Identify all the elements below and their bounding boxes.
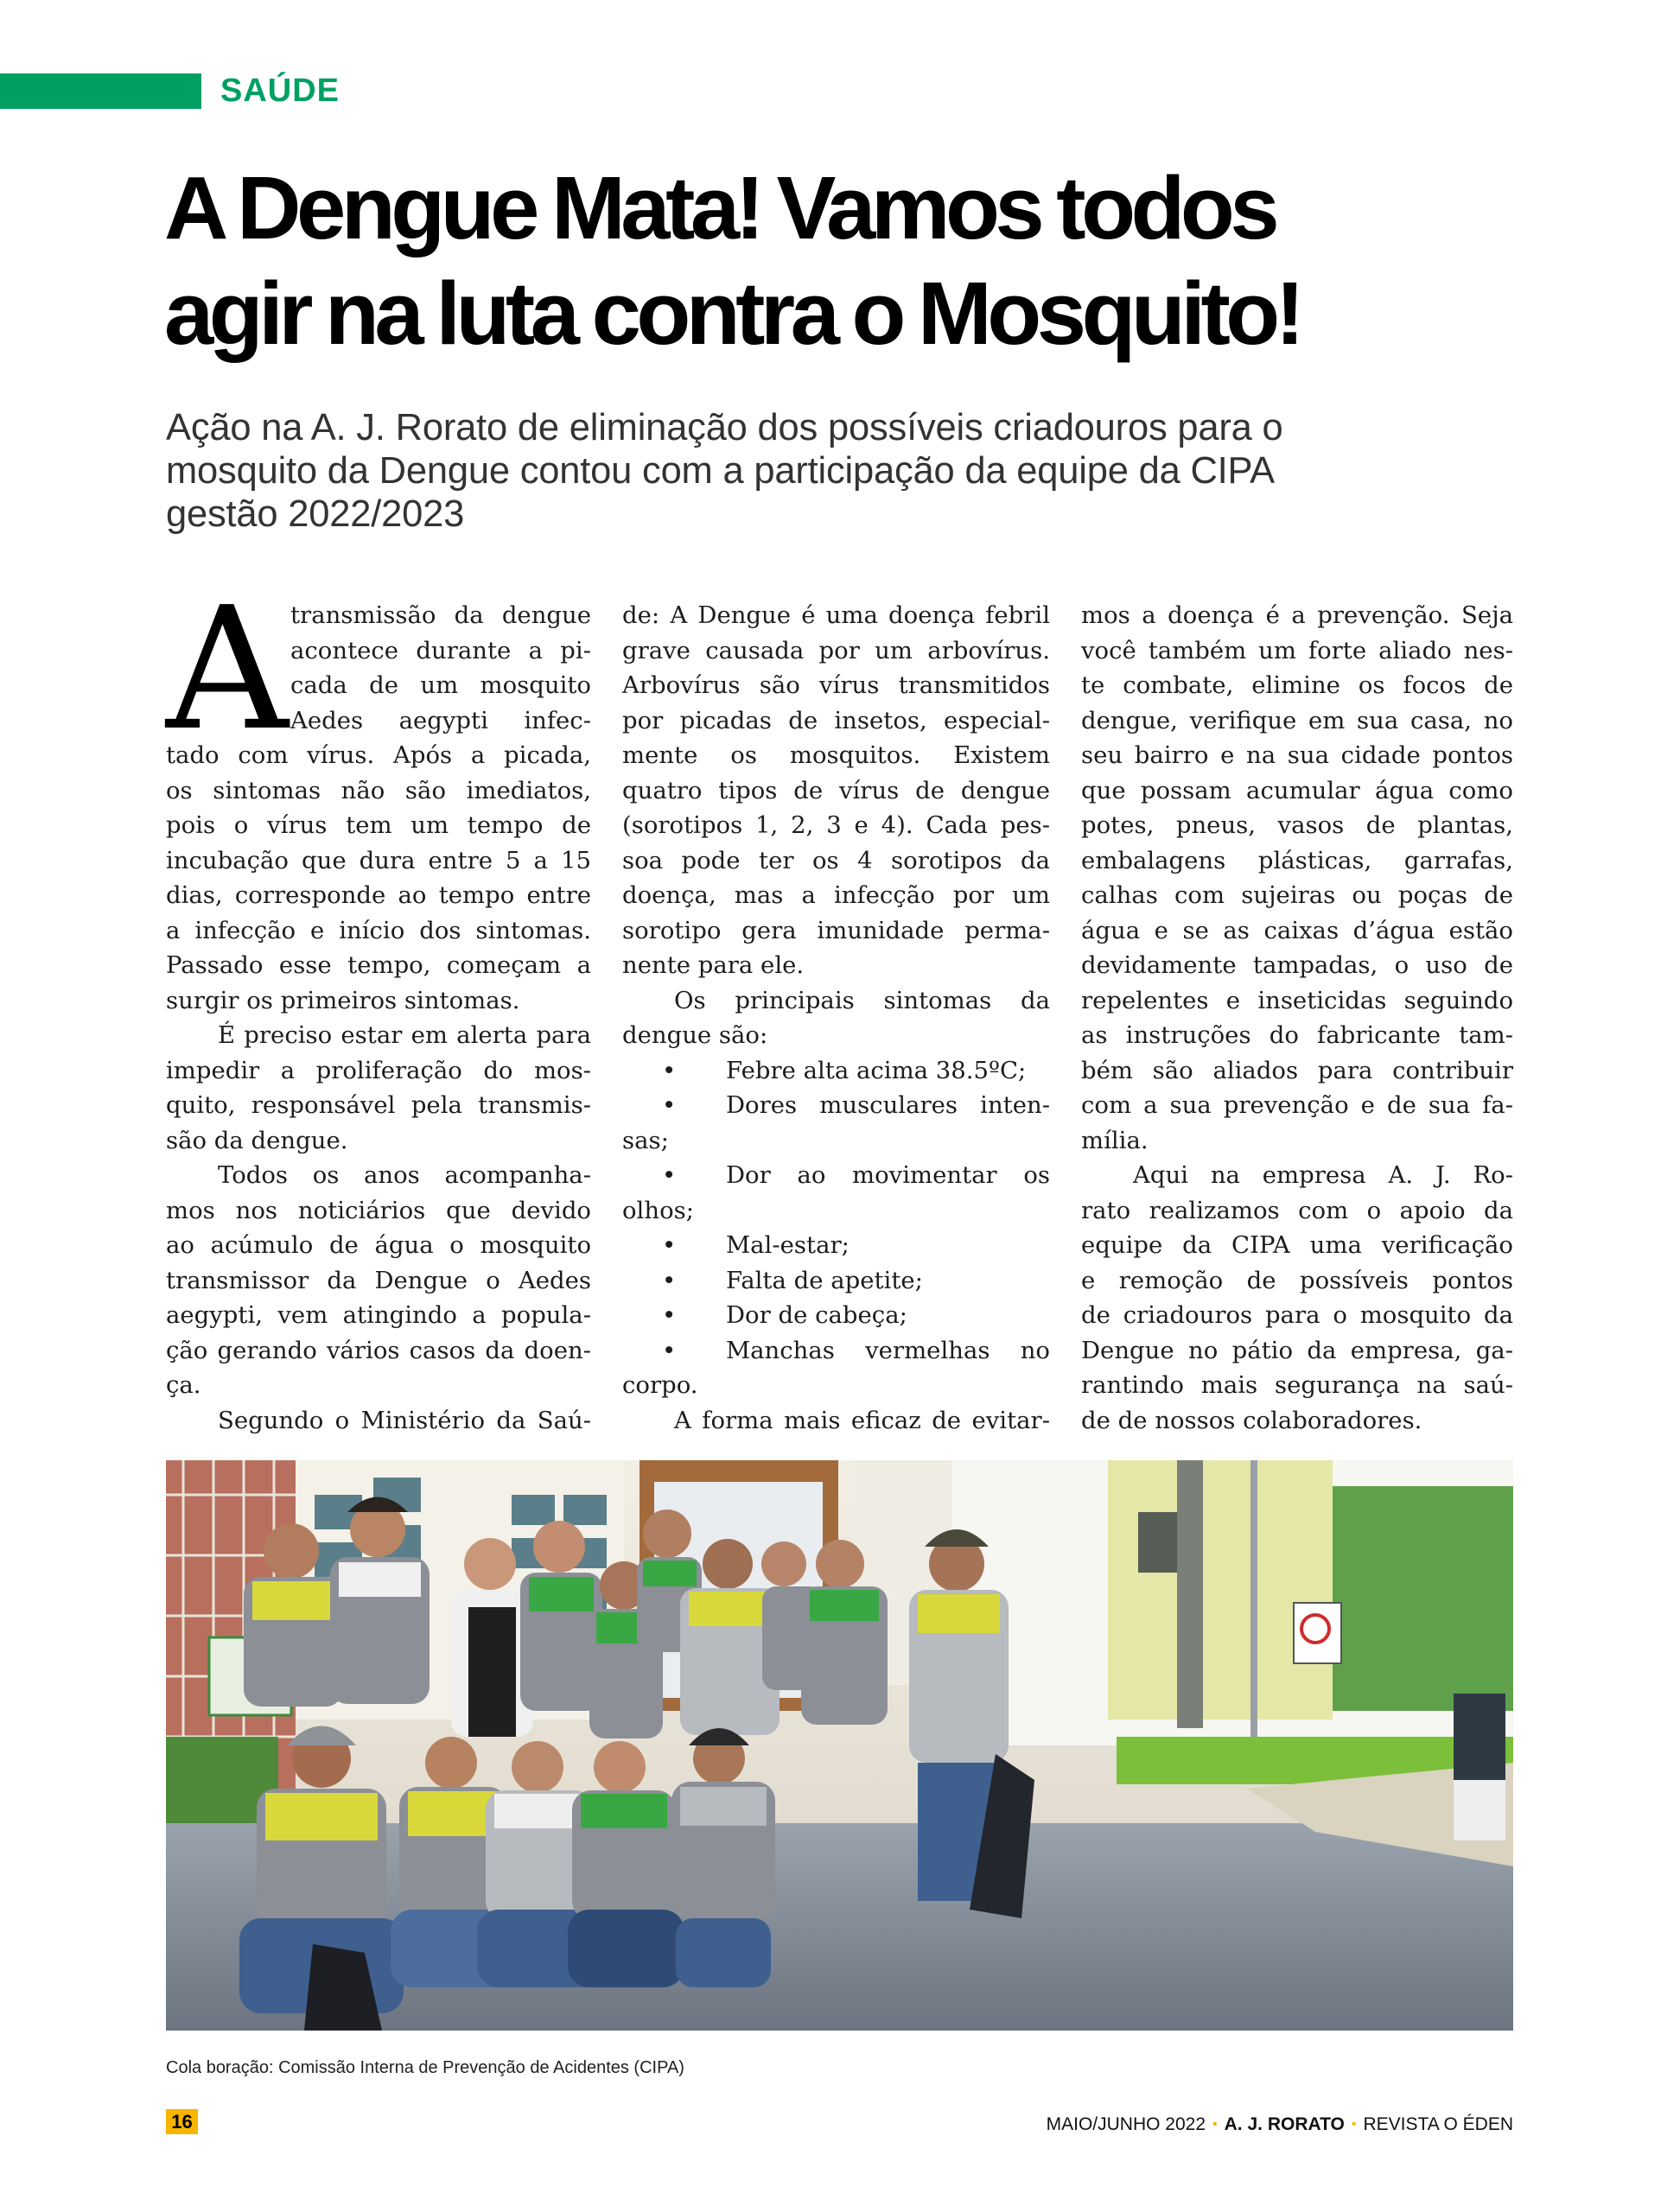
- text-line: corpo.: [622, 1371, 698, 1399]
- section-label: SAÚDE: [220, 73, 340, 109]
- text-line: transmissão da dengue: [290, 601, 591, 629]
- text-line: incubação que dura entre 5 a 15: [166, 846, 591, 874]
- symptom-list-item: [622, 1088, 1050, 1123]
- symptom-text: Dor de cabeça;: [726, 1301, 907, 1329]
- text-line: equipe da CIPA uma verificação: [1081, 1231, 1513, 1259]
- text-line: Os principais sintomas da: [674, 986, 1050, 1014]
- photo-caption: Cola boração: Comissão Interna de Prevenção de Acidentes (CIPA): [166, 2058, 684, 2077]
- text-line: Passado esse tempo, começam a: [166, 951, 591, 979]
- subtitle-line: Ação na A. J. Rorato de eliminação dos possíveis criadouros para o: [166, 407, 1283, 448]
- symptom-text: Manchas vermelhas no: [726, 1336, 1050, 1364]
- bullet-icon: •: [662, 1056, 677, 1084]
- symptom-text: Falta de apetite;: [726, 1266, 923, 1294]
- text-line: as instruções do fabricante tam-: [1081, 1021, 1513, 1049]
- text-line: Todos os anos acompanha-: [218, 1161, 591, 1189]
- text-line: doença, mas a infecção por um: [622, 881, 1050, 909]
- separator-dot: •: [1212, 2117, 1218, 2132]
- issue-date: MAIO/JUNHO 2022: [1046, 2114, 1206, 2134]
- text-line: sorotipo gera imunidade perma-: [622, 916, 1050, 944]
- bullet-icon: •: [662, 1231, 677, 1259]
- text-line: dias, corresponde ao tempo entre: [166, 881, 591, 909]
- team-photo-illustration: [166, 1460, 1513, 2031]
- text-line: surgir os primeiros sintomas.: [166, 986, 520, 1014]
- subtitle-line: mosquito da Dengue contou com a participação da equipe da CIPA: [166, 450, 1275, 492]
- text-line: olhos;: [622, 1196, 694, 1224]
- subtitle-line: gestão 2022/2023: [166, 493, 465, 535]
- text-line: e remoção de possíveis pontos: [1081, 1266, 1513, 1294]
- text-line: são da dengue.: [166, 1126, 348, 1154]
- symptom-list-item: [622, 1333, 1050, 1369]
- text-line: quatro tipos de vírus de dengue: [622, 776, 1050, 804]
- text-line: pois o vírus tem um tempo de: [166, 811, 591, 839]
- text-line: seu bairro e na sua cidade pontos: [1081, 741, 1513, 769]
- symptom-text: Dor ao movimentar os: [726, 1161, 1050, 1189]
- symptom-list-item: [622, 1263, 1050, 1299]
- text-line: água e se as caixas d’água estão: [1081, 916, 1513, 944]
- text-line: nente para ele.: [622, 951, 805, 979]
- team-photo: [166, 1460, 1513, 2031]
- magazine-name: REVISTA O ÉDEN: [1363, 2114, 1513, 2134]
- section-color-bar: [0, 73, 201, 109]
- text-line: rantindo mais segurança na saú-: [1081, 1371, 1513, 1399]
- text-line: calhas com sujeiras ou poças de: [1081, 881, 1513, 909]
- text-line: mos a doença é a prevenção. Seja: [1081, 601, 1513, 629]
- bullet-icon: •: [662, 1336, 677, 1364]
- symptom-list-item: [622, 1228, 1050, 1263]
- text-line: repelentes e inseticidas seguindo: [1081, 986, 1513, 1014]
- bullet-icon: •: [662, 1301, 677, 1329]
- text-line: É preciso estar em alerta para: [218, 1021, 591, 1049]
- article-headline: [164, 156, 1547, 366]
- drop-cap: A: [166, 571, 289, 768]
- text-line: te combate, elimine os focos de: [1081, 671, 1513, 699]
- text-line: você também um forte aliado nes-: [1081, 636, 1513, 664]
- text-line: tado com vírus. Após a picada,: [166, 741, 591, 769]
- text-line: Segundo o Ministério da Saú-: [218, 1406, 591, 1434]
- text-line: sas;: [622, 1126, 669, 1154]
- text-line: ao acúmulo de água o mosquito: [166, 1231, 591, 1259]
- text-line: mos nos noticiários que devido: [166, 1196, 591, 1224]
- text-line: a infecção e início dos sintomas.: [166, 916, 591, 944]
- symptom-text: Mal-estar;: [726, 1231, 850, 1259]
- text-line: Dengue no pátio da empresa, ga-: [1081, 1336, 1513, 1364]
- symptom-list-item: [622, 1053, 1050, 1089]
- text-line: transmissor da Dengue o Aedes: [166, 1266, 591, 1294]
- text-line: de de nossos colaboradores.: [1081, 1406, 1422, 1434]
- text-line: A forma mais eficaz de evitar-: [674, 1406, 1050, 1434]
- headline-line: agir na luta contra o Mosquito!: [164, 264, 1301, 363]
- symptom-text: Febre alta acima 38.5ºC;: [726, 1056, 1027, 1084]
- text-line: mília.: [1081, 1126, 1149, 1154]
- text-line: rato realizamos com o apoio da: [1081, 1196, 1513, 1224]
- article-column-2: [622, 598, 1050, 1438]
- text-line: (sorotipos 1, 2, 3 e 4). Cada pes-: [622, 811, 1050, 839]
- bullet-icon: •: [662, 1161, 677, 1189]
- text-line: mente os mosquitos. Existem: [622, 741, 1050, 769]
- article-column-3: [1081, 598, 1513, 1438]
- text-line: por picadas de insetos, especial-: [622, 706, 1050, 734]
- company-name: A. J. RORATO: [1224, 2114, 1345, 2134]
- text-line: acontece durante a pi-: [290, 636, 591, 664]
- symptom-list-item: [622, 1158, 1050, 1193]
- symptom-text: Dores musculares inten-: [726, 1091, 1050, 1119]
- article-column-1: [166, 571, 591, 1438]
- text-line: Aedes aegypti infec-: [290, 706, 591, 734]
- text-line: bém são aliados para contribuir: [1081, 1056, 1513, 1084]
- text-line: com a sua prevenção e de sua fa-: [1081, 1091, 1513, 1119]
- text-line: aegypti, vem atingindo a popula-: [166, 1301, 591, 1329]
- text-line: impedir a proliferação do mos-: [166, 1056, 591, 1084]
- symptom-list-item: [622, 1298, 1050, 1333]
- page-footer: [1047, 2114, 1513, 2137]
- text-line: dengue, verifique em sua casa, no: [1081, 706, 1513, 734]
- text-line: devidamente tampadas, o uso de: [1081, 951, 1513, 979]
- text-line: cada de um mosquito: [290, 671, 591, 699]
- headline-line: A Dengue Mata! Vamos todos: [164, 158, 1276, 257]
- text-line: Aqui na empresa A. J. Ro-: [1133, 1161, 1513, 1189]
- text-line: os sintomas não são imediatos,: [166, 776, 591, 804]
- bullet-icon: •: [662, 1266, 677, 1294]
- text-line: Arbovírus são vírus transmitidos: [622, 671, 1050, 699]
- text-line: potes, pneus, vasos de plantas,: [1081, 811, 1513, 839]
- text-line: soa pode ter os 4 sorotipos da: [622, 846, 1050, 874]
- text-line: de: A Dengue é uma doença febril: [622, 601, 1050, 629]
- text-line: ça.: [166, 1371, 201, 1399]
- text-line: que possam acumular água como: [1081, 776, 1513, 804]
- bullet-icon: •: [662, 1091, 677, 1119]
- text-line: embalagens plásticas, garrafas,: [1081, 846, 1513, 874]
- text-line: dengue são:: [622, 1021, 768, 1049]
- separator-dot: •: [1351, 2117, 1357, 2132]
- text-line: quito, responsável pela transmis-: [166, 1091, 591, 1119]
- article-subtitle: [166, 406, 1531, 536]
- text-line: ção gerando vários casos da doen-: [166, 1336, 591, 1364]
- text-line: de criadouros para o mosquito da: [1081, 1301, 1513, 1329]
- page-number: 16: [166, 2109, 198, 2134]
- text-line: grave causada por um arbovírus.: [622, 636, 1050, 664]
